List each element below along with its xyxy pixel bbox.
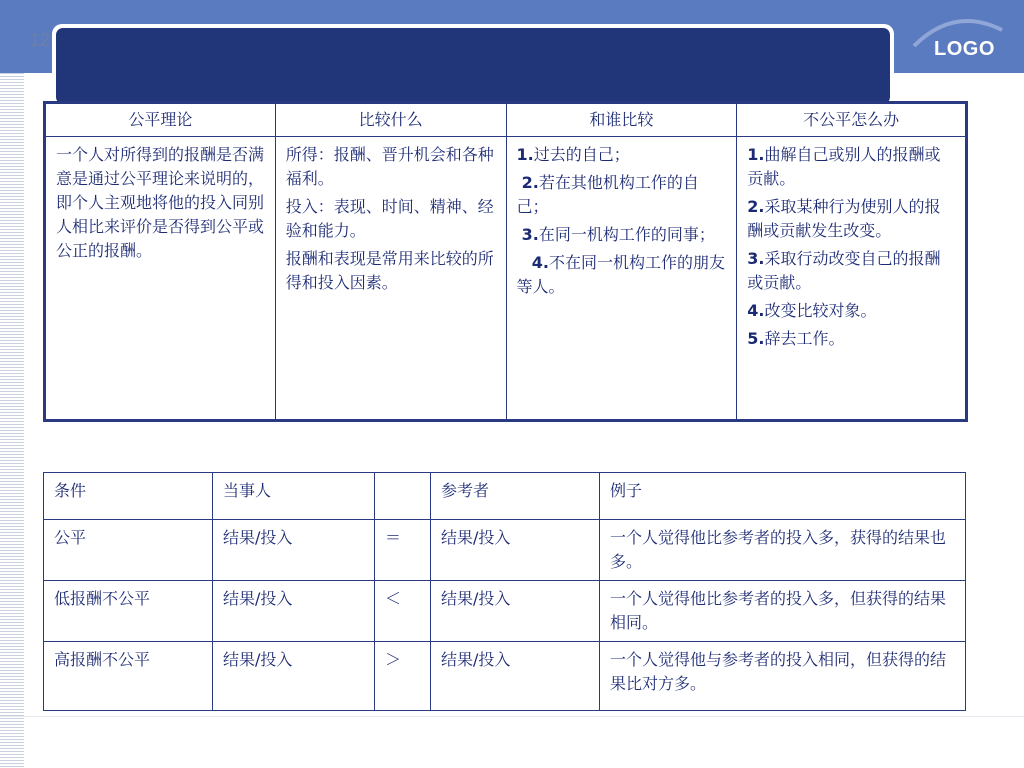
item-text: 过去的自己； (533, 145, 630, 164)
item-text: 不在同一机构工作的朋友等人。 (516, 253, 725, 296)
party-cell: 结果/投入 (213, 581, 375, 642)
if-unfair-cell (737, 137, 967, 421)
item-number: 5. (747, 329, 765, 348)
condition-cell: 公平 (44, 520, 213, 581)
item-text: 辞去工作。 (764, 329, 845, 348)
item-text: 在同一机构工作的同事； (538, 225, 715, 244)
logo (908, 12, 1018, 68)
item-text: 采取行动改变自己的报酬或贡献。 (747, 249, 941, 292)
list-item (747, 327, 955, 351)
item-number: 3. (747, 249, 765, 268)
relation-cell: ＞ (375, 642, 431, 711)
relation-cell: ＜ (375, 581, 431, 642)
header-cell: 和谁比较 (506, 103, 737, 137)
list-item (747, 299, 955, 323)
item-number: 2. (747, 197, 765, 216)
equity-condition-table (43, 472, 966, 711)
definition-text: 一个人对所得到的报酬是否满意是通过公平理论来说明的，即个人主观地将他的投入同别人相比来评价是否得到公平或公正的报酬。 (56, 145, 265, 260)
item-text: 采取某种行为使别人的报酬或贡献发生改变。 (747, 197, 941, 240)
header-cell: 不公平怎么办 (737, 103, 967, 137)
header-cell: 参考者 (431, 473, 600, 520)
equity-theory-table (43, 101, 968, 422)
example-cell: 一个人觉得他与参考者的投入相同，但获得的结果比对方多。 (600, 642, 966, 711)
logo-text: LOGO (934, 38, 995, 60)
item-number: 4. (747, 301, 765, 320)
table-row (45, 137, 967, 421)
reference-cell: 结果/投入 (431, 581, 600, 642)
list-item (747, 247, 955, 295)
footer-divider (0, 716, 1024, 717)
item-text: 若在其他机构工作的自己； (516, 173, 699, 216)
header-cell: 例子 (600, 473, 966, 520)
list-item (517, 251, 727, 299)
item-text: 曲解自己或别人的报酬或贡献。 (747, 145, 941, 188)
compare-with-cell (506, 137, 737, 421)
item-number: 4. (531, 253, 549, 272)
header-cell: 比较什么 (275, 103, 506, 137)
item-number: 1. (516, 145, 534, 164)
header-cell: 当事人 (213, 473, 375, 520)
header-cell: 条件 (44, 473, 213, 520)
header-cell (375, 473, 431, 520)
slide-number: 12 (30, 30, 51, 50)
list-item (747, 143, 955, 191)
list-item: 所得：报酬、晋升机会和各种福利。 (285, 145, 494, 188)
example-cell: 一个人觉得他比参考者的投入多，但获得的结果相同。 (600, 581, 966, 642)
table-header-row (45, 103, 967, 137)
item-number: 2. (521, 173, 539, 192)
table-row (44, 520, 966, 581)
list-item: 投入：表现、时间、精神、经验和能力。 (285, 197, 494, 240)
title-panel (52, 24, 894, 108)
title-box (56, 28, 890, 104)
list-item (517, 171, 727, 219)
condition-cell: 低报酬不公平 (44, 581, 213, 642)
item-number: 1. (747, 145, 765, 164)
decorative-stripes (0, 73, 24, 768)
definition-cell (45, 137, 276, 421)
item-text: 改变比较对象。 (764, 301, 877, 320)
reference-cell: 结果/投入 (431, 642, 600, 711)
party-cell: 结果/投入 (213, 520, 375, 581)
list-item (747, 195, 955, 243)
item-number: 3. (521, 225, 539, 244)
table-row (44, 581, 966, 642)
party-cell: 结果/投入 (213, 642, 375, 711)
table-header-row (44, 473, 966, 520)
relation-cell: ＝ (375, 520, 431, 581)
table-row (44, 642, 966, 711)
reference-cell: 结果/投入 (431, 520, 600, 581)
list-item: 报酬和表现是常用来比较的所得和投入因素。 (285, 249, 494, 292)
list-item (517, 223, 727, 247)
header-cell: 公平理论 (45, 103, 276, 137)
condition-cell: 高报酬不公平 (44, 642, 213, 711)
example-cell: 一个人觉得他比参考者的投入多，获得的结果也多。 (600, 520, 966, 581)
list-item (517, 143, 727, 167)
what-to-compare-cell (275, 137, 506, 421)
